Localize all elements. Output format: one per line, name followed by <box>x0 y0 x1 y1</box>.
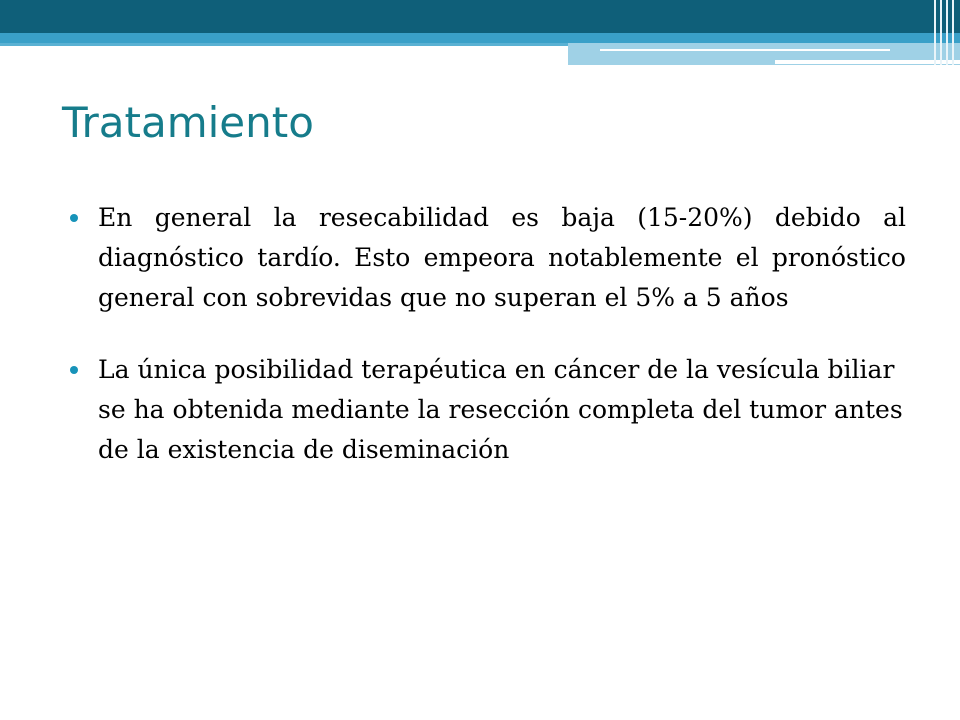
decorative-stripe <box>946 0 948 65</box>
bullet-item <box>70 350 906 470</box>
decorative-stripe <box>934 0 936 65</box>
bullet-dot-icon <box>70 214 78 222</box>
bullet-text: La única posibilidad terapéutica en cáncer de la vesícula biliar se ha obtenida mediante la resección completa del tumor antes de la existencia de diseminación <box>98 355 903 464</box>
bullet-item <box>70 198 906 318</box>
header-band-light <box>0 33 960 43</box>
decorative-stripe <box>940 0 942 65</box>
header-band-dark <box>0 0 960 33</box>
bullet-dot-icon <box>70 366 78 374</box>
decorative-stripe <box>952 0 954 65</box>
bullet-text: En general la resecabilidad es baja (15-20%) debido al diagnóstico tardío. Esto empeora notablemente el pronóstico general con sobrevidas que no superan el 5% a 5 años <box>98 203 906 312</box>
header-band-highlight <box>775 60 960 64</box>
header-band-highlight <box>600 49 890 51</box>
bullet-list <box>70 198 906 502</box>
slide-title: Tratamiento <box>62 98 314 147</box>
header-band-thin <box>0 43 570 46</box>
